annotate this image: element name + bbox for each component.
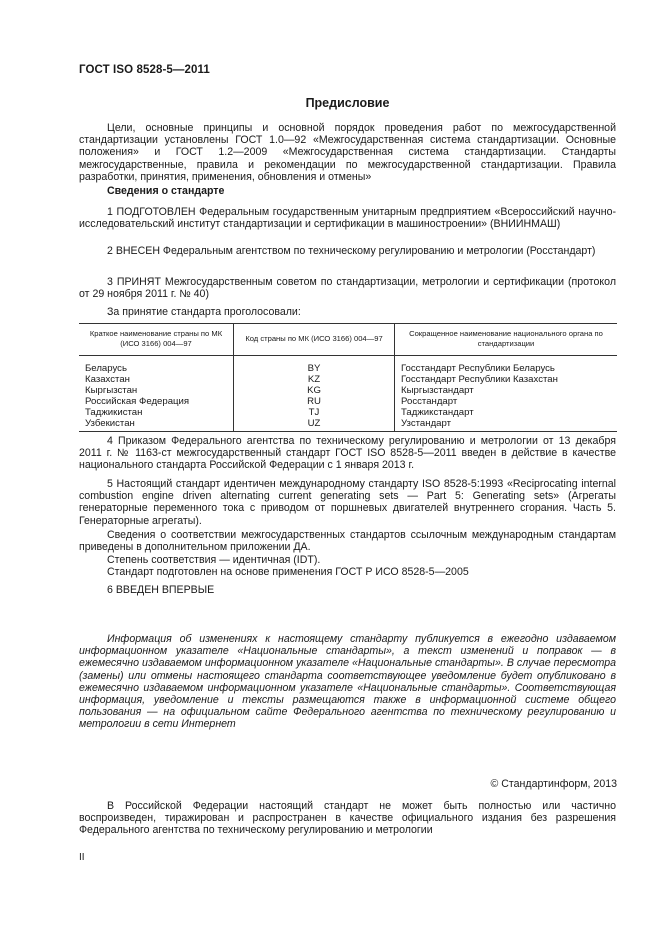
table-header-cell: Краткое наименование страны по МК (ИСО 3166) 004—97 (79, 324, 234, 356)
item-6: 6 ВВЕДЕН ВПЕРВЫЕ (107, 584, 215, 596)
table-cell: Кыргызстан (85, 385, 138, 396)
item-2: 2 ВНЕСЕН Федеральным агентством по техническому регулированию и метрологии (Росстандарт) (107, 245, 596, 257)
table-row (79, 407, 617, 418)
table-header-cell: Сокращенное наименование национального органа по стандартизации (395, 324, 618, 356)
vote-intro: За принятие стандарта проголосовали: (107, 306, 301, 318)
table-cell: KZ (234, 374, 395, 385)
item-5-references: Сведения о соответствии межгосударственных стандартов ссылочным международным стандартам приведены в дополнительном приложении ДА. (79, 529, 616, 554)
table-cell: Беларусь (85, 363, 127, 374)
info-heading: Сведения о стандарте (107, 185, 225, 197)
table-row (79, 418, 617, 432)
table-header-cell: Код страны по МК (ИСО 3166) 004—97 (234, 324, 395, 356)
table-cell: UZ (234, 418, 395, 432)
table-header-row (79, 324, 617, 356)
table-cell: Кыргызстандарт (395, 385, 618, 396)
table-cell: Госстандарт Республики Беларусь (395, 356, 618, 375)
table-row (79, 374, 617, 385)
document-header: ГОСТ ISO 8528-5—2011 (79, 64, 210, 76)
item-3: 3 ПРИНЯТ Межгосударственным советом по стандартизации, метрологии и сертификации (протокол от 29 ноября 2011 г. № 40) (79, 276, 616, 301)
table-row (79, 356, 617, 375)
table-row (79, 396, 617, 407)
table-cell: Узбекистан (79, 418, 234, 432)
copyright: © Стандартинформ, 2013 (490, 778, 617, 790)
page-title: Предисловие (305, 96, 390, 110)
table-cell: Казахстан (85, 374, 130, 385)
page-number: II (79, 852, 85, 863)
changes-notice: Информация об изменениях к настоящему стандарту публикуется в ежегодно издаваемом информационном указателе «Национальные стандарты», а текст изменений и поправок — в ежемесячно издаваемом информационном указателе «Национальные стандарты». В случае пересмотра (замены) или отмены настоящего стандарта соответствующее уведомление будет опубликовано в ежемесячно издаваемом информационном указателе «Национальные стандарты». Соответствующая информация, уведомление и тексты размещаются также в информационной системе общего пользования — на официальном сайте Федерального агентства по техническому регулированию и метрологии в сети Интернет (79, 633, 616, 731)
item-4: 4 Приказом Федерального агентства по техническому регулированию и метрологии от 13 декабря 2011 г. № 1163-ст межгосударственный стандарт ГОСТ ISO 8528-5—2011 введен в действие в качестве национального стандарта Российской Федерации с 1 января 2013 г. (79, 435, 616, 472)
table-cell: KG (234, 385, 395, 396)
intro-paragraph: Цели, основные принципы и основной порядок проведения работ по межгосударственной стандартизации установлены ГОСТ 1.0—92 «Межгосударственная система стандартизации. Основные положения» и ГОСТ 1.2—2009 «Межгосударственная система стандартизации. Стандарты межгосударственные, правила и рекомендации по межгосударственной стандартизации. Правила разработки, принятия, применения, обновления и отмены» (79, 122, 616, 183)
table-cell: TJ (234, 407, 395, 418)
restriction-paragraph: В Российской Федерации настоящий стандарт не может быть полностью или частично воспроизведен, тиражирован и распространен в качестве официального издания без разрешения Федерального агентства по техническому регулированию и метрологии (79, 800, 616, 837)
item-1: 1 ПОДГОТОВЛЕН Федеральным государственным унитарным предприятием «Всероссийский научно-исследовательский институт стандартизации и сертификации в машиностроении» (ВНИИНМАШ) (79, 206, 616, 231)
table-cell: Российская Федерация (85, 396, 190, 407)
table-cell: Таджикстандарт (395, 407, 618, 418)
item-5-degree: Степень соответствия — идентичная (IDT). (107, 554, 321, 566)
table-cell: Госстандарт Республики Казахстан (395, 374, 618, 385)
table-cell: Таджикистан (85, 407, 143, 418)
table-row (79, 385, 617, 396)
table-cell: RU (234, 396, 395, 407)
item-5: 5 Настоящий стандарт идентичен международному стандарту ISO 8528-5:1993 «Reciprocating internal combustion engine driven alternating current generating sets — Part 5: Generating sets» (Агрегаты генераторные переменного тока с приводом от поршневых двигателей внутреннего сгорания. Часть 5. Генераторные агрегаты). (79, 478, 616, 527)
table-cell: Узстандарт (395, 418, 618, 432)
countries-table (79, 323, 617, 432)
table-cell: Росстандарт (395, 396, 618, 407)
item-5-basis: Стандарт подготовлен на основе применения ГОСТ Р ИСО 8528-5—2005 (107, 566, 469, 578)
table-cell: BY (234, 356, 395, 375)
